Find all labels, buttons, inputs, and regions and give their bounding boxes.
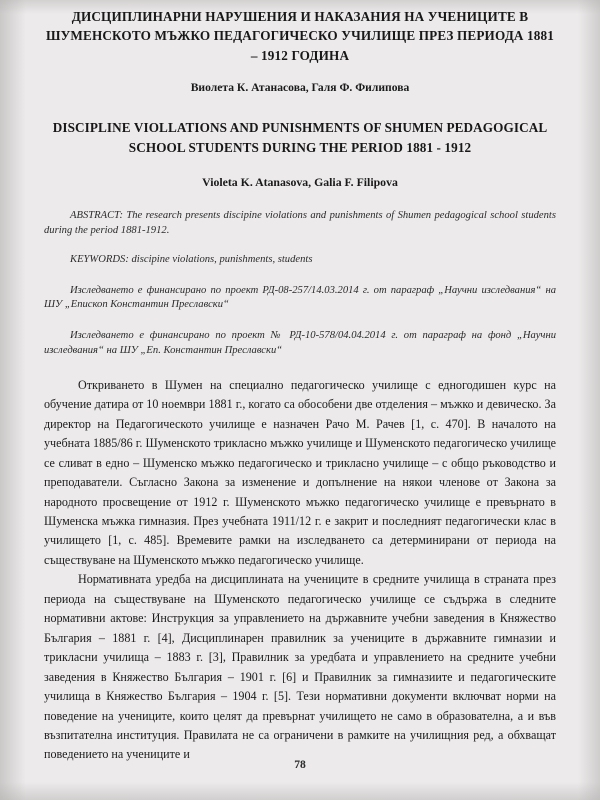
- article-title-english: DISCIPLINE VIOLLATIONS AND PUNISHMENTS OF SHUMEN PEDAGOGICAL SCHOOL STUDENTS DURING THE PERIOD 1881 - 1912: [52, 120, 548, 155]
- page-number: 78: [294, 758, 306, 771]
- funding-note-first: Изследването е финансирано по проект РД-08-257/14.03.2014 г. от параграф „Научни изследвания“ на ШУ „Епископ Константин Преславски“: [44, 285, 556, 311]
- article-authors-bulgarian: Виолета К. Атанасова, Галя Ф. Филипова: [190, 81, 410, 95]
- body-paragraph: Нормативната уредба на дисциплината на учениците в средните училища в страната през периода на съществуване на Шуменското педагогическо училище се съдържа в следните нормативни актове: Инструкция за управлението на държавните учебни заведения в Княжество България – 1881 г. [4], Дисциплинарен правилник за учениците в държавните гимназии и трикласни училища – 1883 г. [3], Правилник за уредбата и управлението на средните учебни заведения в Княжество България – 1901 г. [6] и Правилник за гимназиите и педагогическите училища в Княжество България – 1904 г. [5]. Тези нормативни документи включват норми на поведение на учениците, които целят да превърнат училището не само в образователна, а и във възпитателна институция. Правилата не са ограничени в рамките на училищния ред, а обхващат поведението на учениците и: [44, 572, 556, 762]
- article-title-bulgarian: ДИСЦИПЛИНАРНИ НАРУШЕНИЯ И НАКАЗАНИЯ НА УЧЕНИЦИТЕ В ШУМЕНСКОТО МЪЖКО ПЕДАГОГИЧЕСКО УЧИЛИЩЕ ПРЕЗ ПЕРИОДА 1881 – 1912 ГОДИНА: [45, 9, 555, 63]
- article-keywords: KEYWORDS: discipine violations, punishments, students: [70, 253, 313, 265]
- body-paragraph: Откриването в Шумен на специално педагогическо училище с едногодишен курс на обучение датира от 10 ноември 1881 г., когато са обособени две отделения – мъжко и девическо. За директор на Педагогическото училище е назначен Рачо М. Рачев [1, с. 470]. В началото на учебната 1885/86 г. Шуменското трикласно мъжко училище и Шуменското педагогическо училище се сливат в едно – Шуменско мъжко педагогическо и трикласно училище – с общо ръководство и преподаватели. Съгласно Закона за изменение и допълнение на някои членове от Закона за народното просвещение от 1912 г. Шуменското мъжко педагогическо училище е превърнато в Шуменска мъжка гимназия. През учебната 1911/12 г. е закрит и последният педагогически клас в училището [1, с. 485]. Времевите рамки на изследването са детерминирани от периода на съществуване на Шуменското мъжко педагогическо училище.: [44, 377, 556, 567]
- article-authors-english: Violeta K. Atanasova, Galia F. Filipova: [202, 175, 398, 190]
- funding-note-second: Изследването е финансирано по проект № РД-10-578/04.04.2014 г. от параграф на фонд „Научни изследвания“ на ШУ „Еп. Константин Преславски“: [44, 330, 556, 356]
- article-abstract: ABSTRACT: The research presents discipine violations and punishments of Shumen pedagogical school students during the period 1881-1912.: [44, 210, 556, 236]
- page-content: [44, 0, 556, 765]
